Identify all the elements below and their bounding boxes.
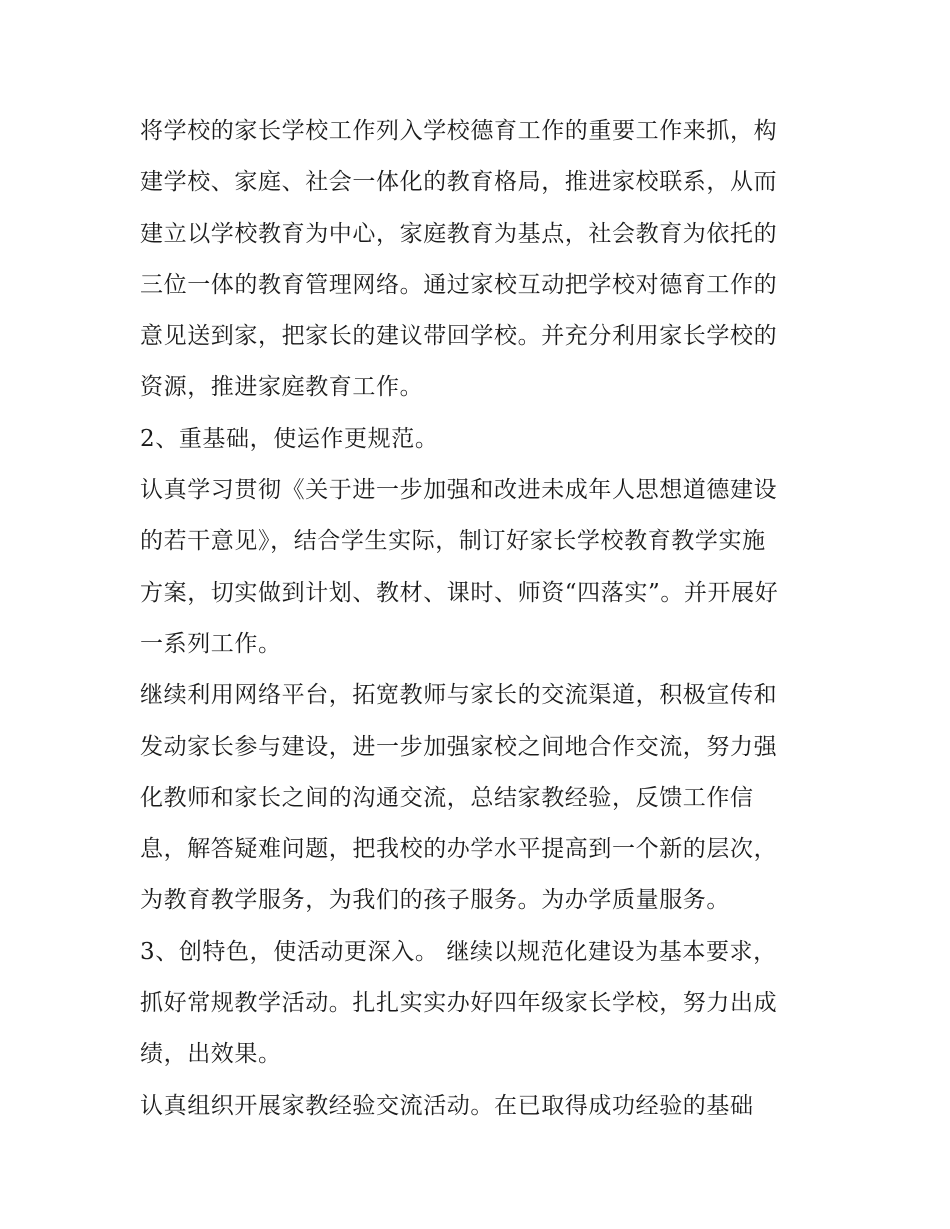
text-line: 认真组织开展家教经验交流活动。在已取得成功经验的基础 — [140, 1092, 754, 1119]
text-line: 方案，切实做到计划、教材、课时、师资“四落实”。并开展好 — [140, 579, 779, 606]
text-line: 一系列工作。 — [140, 630, 282, 657]
text-line: 将学校的家长学校工作列入学校德育工作的重要工作来抓，构 — [140, 118, 778, 144]
section-heading: 3、创特色，使活动更深入。 继续以规范化建设为基本要求， — [140, 938, 777, 965]
text-line: 建学校、家庭、社会一体化的教育格局，推进家校联系，从而 — [140, 169, 778, 196]
text-line: 为教育教学服务，为我们的孩子服务。为办学质量服务。 — [140, 887, 730, 914]
text-line: 认真学习贯彻《关于进一步加强和改进未成年人思想道德建设 — [140, 477, 778, 504]
text-line: 继续利用网络平台，拓宽教师与家长的交流渠道，积极宣传和 — [140, 682, 778, 709]
text-line: 息，解答疑难问题，把我校的办学水平提高到一个新的层次， — [140, 836, 778, 863]
text-line: 化教师和家长之间的沟通交流，总结家教经验，反馈工作信 — [140, 784, 754, 811]
text-line: 绩，出效果。 — [140, 1041, 282, 1068]
document-page — [140, 106, 820, 1132]
section-heading: 2、重基础，使运作更规范。 — [140, 425, 439, 452]
text-line: 抓好常规教学活动。扎扎实实办好四年级家长学校，努力出成 — [140, 990, 778, 1017]
text-line: 建立以学校教育为中心，家庭教育为基点，社会教育为依托的 — [140, 220, 778, 247]
text-line: 资源，推进家庭教育工作。 — [140, 374, 424, 401]
text-line: 三位一体的教育管理网络。通过家校互动把学校对德育工作的 — [140, 271, 778, 298]
text-line: 意见送到家，把家长的建议带回学校。并充分利用家长学校的 — [140, 323, 778, 350]
text-line: 发动家长参与建设，进一步加强家校之间地合作交流，努力强 — [140, 733, 778, 760]
text-line: 的若干意见》，结合学生实际，制订好家长学校教育教学实施 — [140, 528, 766, 555]
